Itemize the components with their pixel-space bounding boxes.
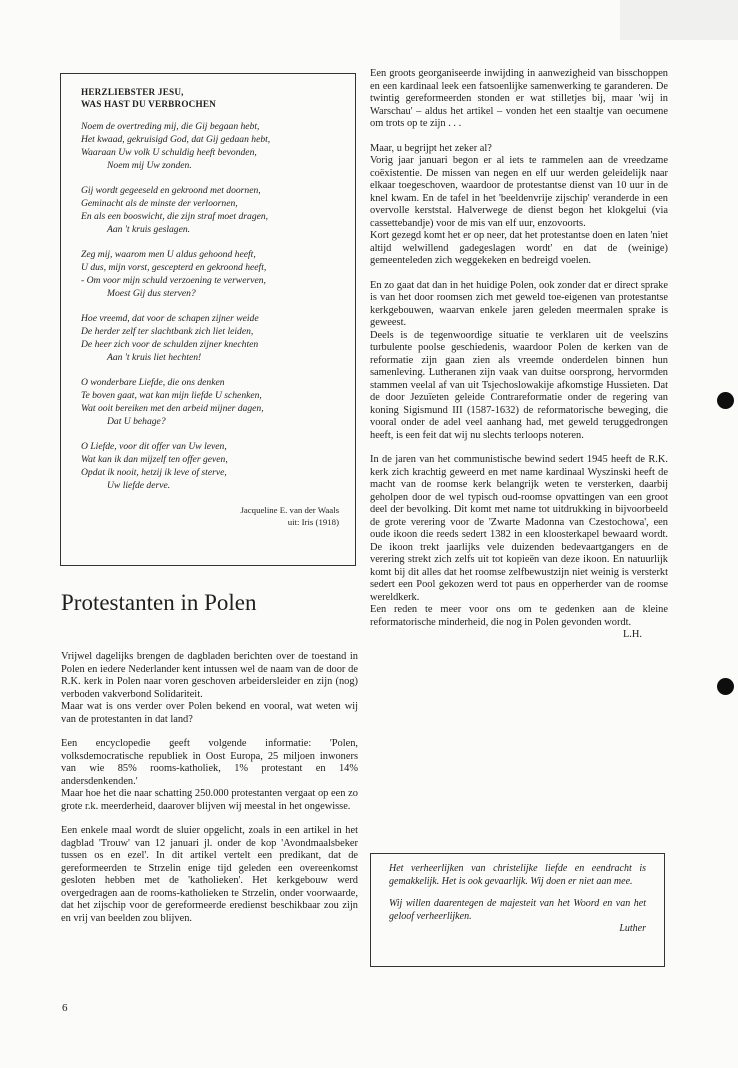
poem-stanza-2 [81,184,339,236]
poem-box [60,73,356,566]
poem-line: Het kwaad, gekruisigd God, dat Gij gedaan hebt, [81,134,271,145]
article-paragraph: Kort gezegd komt het er op neer, dat het protestantse doen en laten 'niet altijd welwillend gadegeslagen wordt' en dat de (weinige) gemeenteleden zich weggekeken en bedreigd voelen. [370,230,668,266]
poem-stanza-4 [81,312,339,364]
poem-author: Jacqueline E. van der Waals [240,505,339,515]
article-paragraph: Maar wat is ons verder over Polen bekend en vooral, wat weten wij van de protestanten in dat land? [61,701,358,725]
binder-hole-dot [717,678,734,695]
article-paragraph: Een enkele maal wordt de sluier opgelicht, zoals in een artikel in het dagblad 'Trouw' van 12 januari jl. onder de kop 'Avondmaalsbeker tussen os en ezel'. In dit artikel vertelt een predikant, dat de gereformeerden te Strzelin enige tijd geleden een overeenkomst gesloten hebben met de 'katholieken'. Het kerkgebouw werd overgedragen aan de rooms-katholieken te Strzelin, onder voorwaarde, dat het zijschip voor de gereformeerde eredienst beschikbaar zou zijn en vrij van beelden zou blijven. [61,825,358,924]
poem-title-line-2: WAS HAST DU VERBROCHEN [81,99,217,109]
poem-line: Aan 't kruis geslagen. [107,224,191,235]
article-paragraph: In de jaren van het communistische bewind sedert 1945 heeft de R.K. kerk zich krachtig geweerd en met name kardinaal Wyszinski heeft de macht van de roomse kerk belangrijk weten te versterken, daarbij geholpen door de wel typisch oud-roomse opvattingen van een groot deel der bevolking. Dit komt met name tot uitdrukking in bijvoorbeeld de grote verering voor de 'Zwarte Madonna van Czestochowa', een oude ikoon die reeds sedert 1382 in een kloosterkapel bewaard wordt. De ikoon trekt jaarlijks vele duizenden bedevaartgangers en de verering strekt zich zelfs uit tot kopieën van deze ikoon. En natuurlijk komt bij dit alles dat het roomse zelfbewustzijn niet weinig is versterkt sedert een Pool gekozen werd tot paus en opperherder van de roomse wereldkerk. [370,454,668,603]
poem-line: Moest Gij dus sterven? [107,288,196,299]
poem-line: Waaraan Uw volk U schuldig heeft bevonden, [81,147,257,158]
article-paragraph: Een reden te meer voor ons om te gedenken aan de kleine reformatorische minderheid, die nog in Polen gevonden wordt. [370,604,668,628]
poem-line: Uw liefde derve. [107,480,171,491]
poem-line: Te boven gaat, wat kan mijn liefde U schenken, [81,390,262,401]
poem-line: Noem mij Uw zonden. [107,160,192,171]
poem-line: Wat kan ik dan mijzelf ten offer geven, [81,454,228,465]
article-right-column [370,68,668,642]
luther-quote-box [370,853,665,967]
article-paragraph: Maar, u begrijpt het zeker al? [370,142,492,154]
article-paragraph: Deels is de tegenwoordige situatie te verklaren uit de veelszins turbulente poolse geschiedenis, waardoor Polen de kerken van de reformatie zijn gaan zien als vreemde onderdelen binnen hun samenleving. Lutheranen zijn vaak van duitse oorsprong, hervormden stammen veelal af van uit Tsjechoslowakije afkomstige Hussieten. Dat de door Jezuïeten geleide Contrareformatie onder de regering van koning Sigismund III (1587-1632) de reformatorische beweging, die vooral onder de adel veel aanhang had, met geweld teruggedrongen heeft, is een feit dat wij nu slechts terloops noteren. [370,329,668,441]
article-title: Protestanten in Polen [61,590,257,615]
poem-stanza-6 [81,440,339,492]
poem-line: U dus, mijn vorst, gescepterd en gekroond heeft, [81,262,267,273]
poem-line: En als een booswicht, die zijn straf moet dragen, [81,211,269,222]
poem-title [81,86,339,110]
scan-shadow [620,0,738,40]
binder-hole-dot [717,392,734,409]
poem-source: uit: Iris (1918) [287,517,339,527]
poem-stanza-1 [81,120,339,172]
poem-title-line-1: HERZLIEBSTER JESU, [81,87,184,97]
article-paragraph: Maar hoe het die naar schatting 250.000 protestanten vergaat op een zo grote r.k. meerderheid, daarover blijven wij meestal in het ongewisse. [61,788,358,812]
article-signature: L.H. [622,629,642,640]
article-paragraph: En zo gaat dat dan in het huidige Polen, ook zonder dat er direct sprake is van het door roomsen zich met geweld toe-eigenen van protestantse kerkgebouwen, waarvan enkele jaren geleden meermalen sprake is geweest. [370,279,668,328]
quote-author: Luther [619,923,646,934]
poem-line: O Liefde, voor dit offer van Uw leven, [81,441,227,452]
poem-line: - Om voor mijn schuld verzoening te verwerven, [81,275,266,286]
poem-line: Geminacht als de minste der verloornen, [81,198,238,209]
poem-line: Aan 't kruis liet hechten! [107,352,202,363]
poem-line: Wat ooit bereiken met den arbeid mijner dagen, [81,403,264,414]
quote-paragraph-2: Wij willen daarentegen de majesteit van het Woord en van het geloof verheerlijken. [389,898,646,922]
poem-line: Hoe vreemd, dat voor de schapen zijner weide [81,313,259,324]
poem-line: Noem de overtreding mij, die Gij begaan hebt, [81,121,260,132]
poem-line: Gij wordt gegeeseld en gekroond met doornen, [81,185,261,196]
poem-stanza-5 [81,376,339,428]
poem-line: De heer zich voor de schulden zijner knechten [81,339,259,350]
article-paragraph: Een groots georganiseerde inwijding in aanwezigheid van bisschoppen en een kardinaal leek een fatsoenlijke samenwerking te garanderen. De twintig gereformeerden stonden er wat stilletjes bij, maar 'wij in Warschau' – aldus het artikel – vonden het een staaltje van oecumene om trots op te zijn . . . [370,68,668,129]
poem-attribution [81,504,339,528]
article-paragraph: Een encyclopedie geeft volgende informatie: 'Polen, volksdemocratische republiek in Oost Europa, 25 miljoen inwoners van wie 85% rooms-katholiek, 1% protestant en 14% andersdenkenden.' [61,738,358,787]
poem-line: Zeg mij, waarom men U aldus gehoond heeft, [81,249,256,260]
poem-line: Dat U behage? [107,416,166,427]
article-paragraph: Vorig jaar januari begon er al iets te rammelen aan de vreedzame coëxistentie. De missen van negen en elf uur werden geleidelijk naar elkaar toegeschoven, waardoor de protestantse dienst van 10 uur in de knel kwam. En de tafel in het 'beeldenvrije zijschip' veranderde in een overvolle kerststal. Halverwege de dienst begon het klokgelui (via cassettebandje) voor de mis van elf uur, enzovoorts. [370,155,668,229]
poem-line: De herder zelf ter slachtbank zich liet leiden, [81,326,254,337]
article-left-column [61,651,358,925]
poem-line: O wonderbare Liefde, die ons denken [81,377,225,388]
poem-stanza-3 [81,248,339,300]
poem-line: Opdat ik nooit, hetzij ik leve of sterve, [81,467,227,478]
quote-paragraph-1: Het verheerlijken van christelijke liefde en eendracht is gemakkelijk. Het is ook gevaarlijk. Wij doen er niet aan mee. [389,863,646,887]
page-number: 6 [62,1002,68,1014]
article-paragraph: Vrijwel dagelijks brengen de dagbladen berichten over de toestand in Polen en iedere Nederlander kent intussen wel de naam van de door de R.K. kerk in Polen naar voren geschoven arbeidersleider en zijn (nog) verboden vakverbond Solidariteit. [61,651,358,700]
